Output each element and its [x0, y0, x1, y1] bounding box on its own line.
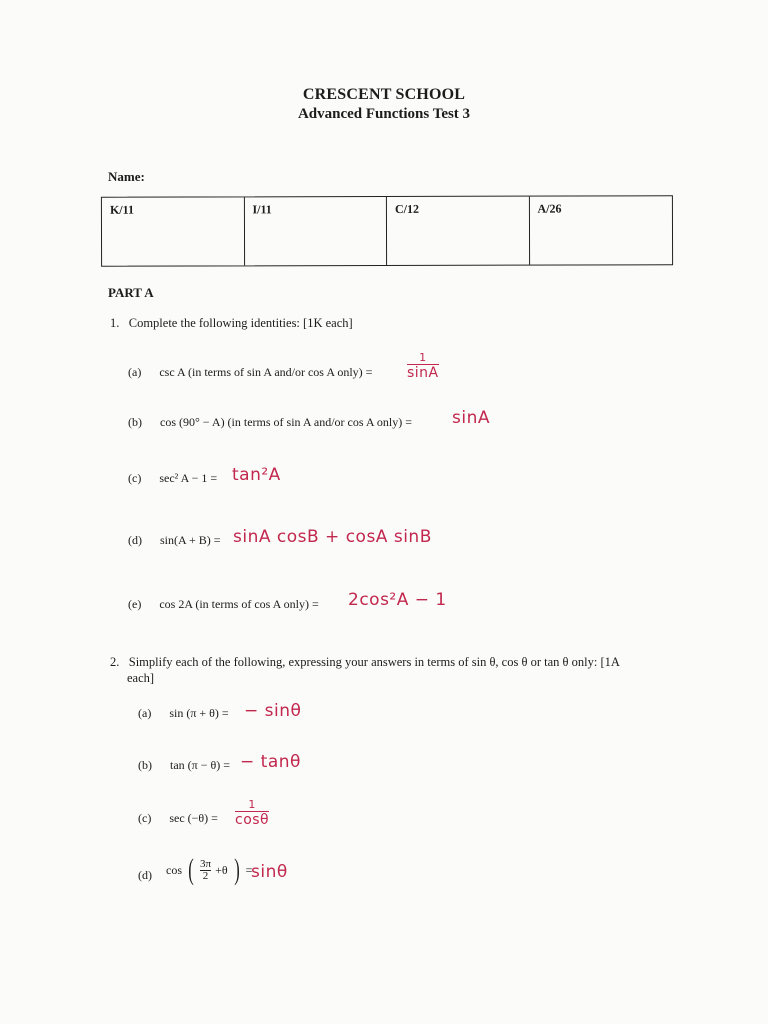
q1b-answer: sinA: [452, 408, 490, 428]
item-label: (d): [128, 533, 142, 547]
item-label: (a): [128, 365, 142, 379]
item-expression: csc A (in terms of sin A and/or cos A only) =: [159, 365, 373, 379]
q2-item-a: [138, 704, 229, 722]
score-table: [101, 195, 673, 266]
answer-denominator: sinA: [407, 365, 439, 381]
q2-item-d: [138, 866, 152, 884]
part-a-title: PART A: [108, 285, 154, 300]
q1d-answer: sinA cosB + cosA sinB: [233, 527, 432, 547]
score-cell-communication: C/12: [387, 197, 530, 265]
expr-fraction: [200, 859, 211, 882]
q1-item-c: [128, 469, 217, 487]
q2b-answer: − tanθ: [240, 752, 301, 772]
expr-prefix: cos: [166, 862, 182, 877]
item-label: (c): [128, 471, 142, 485]
question-1: [110, 316, 353, 331]
item-label: (b): [128, 415, 142, 429]
right-paren: ): [233, 853, 240, 886]
left-paren: (: [188, 853, 194, 886]
fraction-numerator: 3π: [200, 857, 212, 870]
q1a-answer: [407, 353, 439, 380]
q1-item-b: [128, 413, 412, 431]
q1-item-a: [128, 363, 372, 381]
test-title: Advanced Functions Test 3: [297, 106, 471, 122]
score-cell-application: A/26: [537, 201, 562, 216]
item-expression: tan (π − θ) =: [170, 758, 230, 772]
item-label: (b): [138, 758, 152, 772]
q2c-answer: [235, 800, 269, 827]
name-label: Name:: [108, 169, 145, 184]
answer-numerator: 1: [248, 798, 256, 811]
question-2-prompt-cont: each]: [127, 671, 155, 685]
q2d-expression: [166, 855, 252, 885]
q1-item-d: [128, 531, 221, 549]
item-label: (d): [138, 868, 152, 882]
question-number: 2.: [110, 655, 120, 669]
q1c-answer: tan²A: [232, 465, 281, 485]
question-prompt: Complete the following identities: [1K each]: [128, 316, 353, 330]
answer-numerator: 1: [419, 351, 427, 364]
q1e-answer: 2cos²A − 1: [348, 590, 447, 610]
item-expression: cos 2A (in terms of cos A only) =: [159, 597, 319, 611]
q2-item-b: [138, 756, 230, 774]
q2d-answer: sinθ: [251, 862, 288, 882]
item-expression: sin(A + B) =: [160, 533, 221, 547]
item-label: (c): [138, 811, 152, 825]
question-number: 1.: [110, 316, 120, 330]
school-name: CRESCENT SCHOOL: [302, 86, 466, 103]
q2a-answer: − sinθ: [244, 701, 302, 721]
item-expression: sec (−θ) =: [169, 811, 218, 825]
item-expression: sin (π + θ) =: [169, 706, 229, 720]
fraction-denominator: 2: [200, 870, 211, 882]
score-cell-inquiry: I/11: [244, 197, 387, 265]
item-expression: sec² A − 1 =: [159, 471, 218, 485]
q2-item-c: [138, 809, 218, 827]
item-expression: cos (90° − A) (in terms of sin A and/or cos A only) =: [160, 415, 412, 429]
question-2: [110, 655, 620, 670]
item-label: (e): [128, 597, 142, 611]
item-label: (a): [138, 706, 152, 720]
q1-item-e: [128, 595, 319, 613]
answer-denominator: cosθ: [235, 812, 270, 828]
score-cell-knowledge: K/11: [102, 197, 245, 265]
expr-equals: =: [245, 862, 253, 877]
expr-suffix: +θ: [215, 862, 228, 877]
question-prompt-line-1: Simplify each of the following, expressing your answers in terms of sin θ, cos θ or tan θ only: [1A: [128, 655, 620, 669]
